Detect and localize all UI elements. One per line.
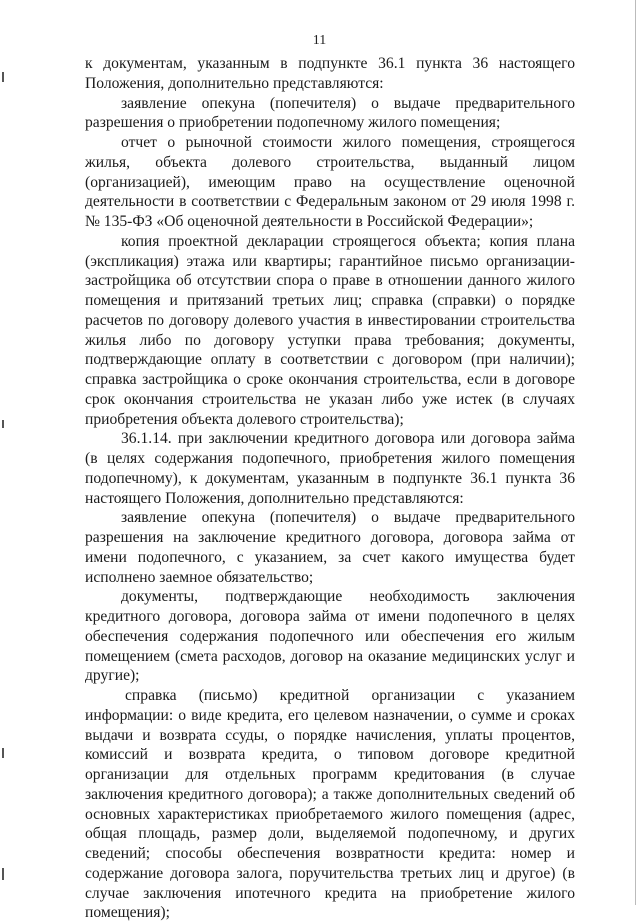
page-number: 11 [312,33,327,48]
scan-edge-mark [2,420,4,428]
paragraph: заявление опекуна (попечителя) о выдаче предварительного разрешения на заключение кредитного договора, договора займа от имени подопечного, с указанием, за счет какого имущества будет исполнено заемное обязательство; [85,509,575,586]
paragraph: справка (письмо) кредитной организации с указанием информации: о виде кредита, его целевом назначении, о сумме и сроках выдачи и возврата ссуды, о порядке начисления, уплаты процентов, комиссий и возврата кредита, о типовом договоре кредитной организации для отдельных программ кредитования (в случае заключения кредитного договора); а также дополнительных сведений об основных характеристиках приобретаемого жилого помещения (адрес, общая площадь, размер доли, выделяемой подопечному, и других сведений; способы обеспечения возвратности кредита: номер и содержание договора залога, поручительства третьих лиц и другое) (в случае заключения ипотечного кредита на приобретение жилого помещения); [85,687,575,922]
paragraph: к документам, указанным в подпункте 36.1 пункта 36 настоящего Положения, дополнительно представляются: [85,55,575,92]
paragraph: 36.1.14. при заключении кредитного договора или договора займа (в целях содержания подопечного, приобретения жилого помещения подопечному), к документам, указанным в подпункте 36.1 пункта 36 настоящего Положения, дополнительно представляются: [85,430,575,507]
scan-edge-mark [635,0,636,905]
paragraph: копия проектной декларации строящегося объекта; копия плана (экспликация) этажа или квартиры; гарантийное письмо организации-застройщика об отсутствии спора о праве в отношении данного жилого помещения и притязаний третьих лиц; справка (справки) о порядке расчетов по договору долевого участия в инвестировании строительства жилья либо по договору уступки права требования; документы, подтверждающие оплату в соответствии с договором (при наличии); справка застройщика о сроке окончания строительства, если в договоре срок окончания строительства не указан либо уже истек (в случаях приобретения объекта долевого строительства); [85,232,575,428]
scan-edge-mark [2,748,4,758]
paragraph: заявление опекуна (попечителя) о выдаче предварительного разрешения о приобретении подопечному жилого помещения; [85,94,575,132]
paragraph: документы, подтверждающие необходимость заключения кредитного договора, договора займа от имени подопечного в целях обеспечения содержания подопечного или обеспечения его жилым помещением (смета расходов, договор на оказание медицинских услуг и другие); [85,588,575,685]
paragraph: отчет о рыночной стоимости жилого помещения, строящегося жилья, объекта долевого строительства, выданный лицом (организацией), имеющим право на осуществление оценочной деятельности в соответствии с Федеральным законом от 29 июля 1998 г. № 135-ФЗ «Об оценочной деятельности в Российской Федерации»; [85,134,575,230]
document-body [85,54,575,923]
scan-edge-mark [2,868,4,880]
scan-edge-mark [2,72,4,82]
